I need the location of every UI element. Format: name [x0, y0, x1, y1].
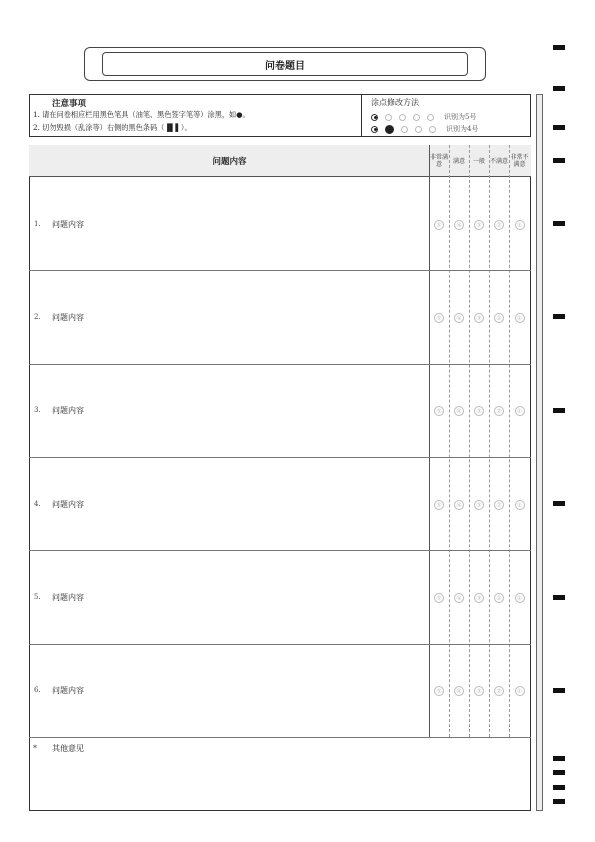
side-strip [536, 94, 543, 811]
col-header-dissatisfied: 不满意 [489, 157, 508, 165]
example-circle [415, 126, 422, 133]
col-header-very-satisfied: 非常满意 [429, 154, 448, 168]
answer-bubble[interactable]: ④ [454, 500, 464, 510]
column-divider-dashed [469, 145, 470, 737]
question-number: 4. [34, 500, 41, 508]
example-circle-marked [371, 114, 378, 121]
timing-mark [553, 799, 565, 804]
other-marker: * [33, 744, 37, 753]
answer-bubble[interactable]: ③ [474, 686, 484, 696]
column-divider-dashed [489, 145, 490, 737]
modify-row-1 [371, 112, 476, 122]
question-number: 1. [34, 220, 41, 228]
timing-mark [553, 756, 565, 761]
answer-bubble[interactable]: ② [494, 500, 504, 510]
answer-bubble[interactable]: ③ [474, 593, 484, 603]
answer-bubble[interactable]: ① [515, 500, 525, 510]
answer-bubble[interactable]: ③ [474, 313, 484, 323]
question-number: 2. [34, 313, 41, 321]
timing-mark [553, 221, 565, 226]
timing-mark [553, 501, 565, 506]
question-text: 问题内容 [52, 313, 84, 322]
answer-bubble[interactable]: ④ [454, 220, 464, 230]
page-title: 问卷题目 [102, 52, 468, 76]
answer-bubble[interactable]: ① [515, 313, 525, 323]
modify-row-2 [371, 124, 478, 134]
row-divider [29, 550, 531, 551]
notes-line-1: 1. 请在问卷相应栏用黑色笔具（油笔、黑色签字笔等）涂黑，如●。 [33, 110, 250, 119]
answer-bubble[interactable]: ③ [474, 220, 484, 230]
timing-mark [553, 408, 565, 413]
answer-bubble[interactable]: ③ [474, 406, 484, 416]
answer-bubble[interactable]: ④ [454, 406, 464, 416]
timing-mark [553, 86, 565, 91]
timing-mark [553, 770, 565, 775]
timing-mark [553, 785, 565, 790]
question-text: 问题内容 [52, 220, 84, 229]
survey-table [29, 145, 531, 811]
question-text: 问题内容 [52, 500, 84, 509]
answer-bubble[interactable]: ⑤ [434, 220, 444, 230]
column-divider-dashed [449, 145, 450, 737]
column-divider-dashed [509, 145, 510, 737]
example-circle [399, 114, 406, 121]
timing-mark [553, 688, 565, 693]
col-header-very-dissatisfied: 非常不满意 [510, 154, 529, 168]
row-divider [29, 644, 531, 645]
question-number: 6. [34, 686, 41, 694]
timing-mark [553, 125, 565, 130]
answer-bubble[interactable]: ⑤ [434, 686, 444, 696]
question-number: 5. [34, 593, 41, 601]
question-text: 问题内容 [52, 593, 84, 602]
answer-bubble[interactable]: ⑤ [434, 500, 444, 510]
answer-bubble[interactable]: ⑤ [434, 593, 444, 603]
other-comments-label: 其他意见 [52, 744, 84, 753]
answer-bubble[interactable]: ② [494, 593, 504, 603]
answer-bubble[interactable]: ④ [454, 593, 464, 603]
question-number: 3. [34, 406, 41, 414]
column-divider [429, 145, 430, 737]
answer-bubble[interactable]: ② [494, 406, 504, 416]
col-header-neutral: 一般 [472, 157, 485, 165]
example-circle [401, 126, 408, 133]
answer-bubble[interactable]: ④ [454, 313, 464, 323]
answer-bubble[interactable]: ③ [474, 500, 484, 510]
example-circle [429, 126, 436, 133]
answer-bubble[interactable]: ① [515, 406, 525, 416]
question-text: 问题内容 [52, 686, 84, 695]
notes-divider [361, 94, 362, 137]
timing-mark [553, 158, 565, 163]
answer-bubble[interactable]: ① [515, 686, 525, 696]
row-divider [29, 270, 531, 271]
answer-bubble[interactable]: ① [515, 593, 525, 603]
example-circle [427, 114, 434, 121]
notes-heading: 注意事项 [52, 99, 87, 109]
question-header: 问题内容 [212, 157, 247, 167]
timing-mark [553, 595, 565, 600]
example-circle-filled [385, 125, 394, 134]
answer-bubble[interactable]: ④ [454, 686, 464, 696]
answer-bubble[interactable]: ⑤ [434, 313, 444, 323]
question-text: 问题内容 [52, 406, 84, 415]
row-divider [29, 364, 531, 365]
modify-heading: 涂点修改方法 [371, 98, 419, 107]
answer-bubble[interactable]: ① [515, 220, 525, 230]
example-circle [413, 114, 420, 121]
col-header-satisfied: 满意 [452, 157, 465, 165]
timing-mark [553, 314, 565, 319]
row-divider [29, 457, 531, 458]
row-divider [29, 737, 531, 738]
answer-bubble[interactable]: ⑤ [434, 406, 444, 416]
modify-row-1-label: 识别为5号 [444, 113, 477, 121]
example-circle [385, 114, 392, 121]
answer-bubble[interactable]: ② [494, 220, 504, 230]
timing-mark [553, 45, 565, 50]
notes-line-2: 2. 切勿毁损（乱涂等）右侧的黑色条码（▐▌▌）。 [33, 123, 192, 132]
example-circle-marked [371, 126, 378, 133]
answer-bubble[interactable]: ② [494, 313, 504, 323]
modify-row-2-label: 识别为4号 [446, 125, 479, 133]
answer-bubble[interactable]: ② [494, 686, 504, 696]
